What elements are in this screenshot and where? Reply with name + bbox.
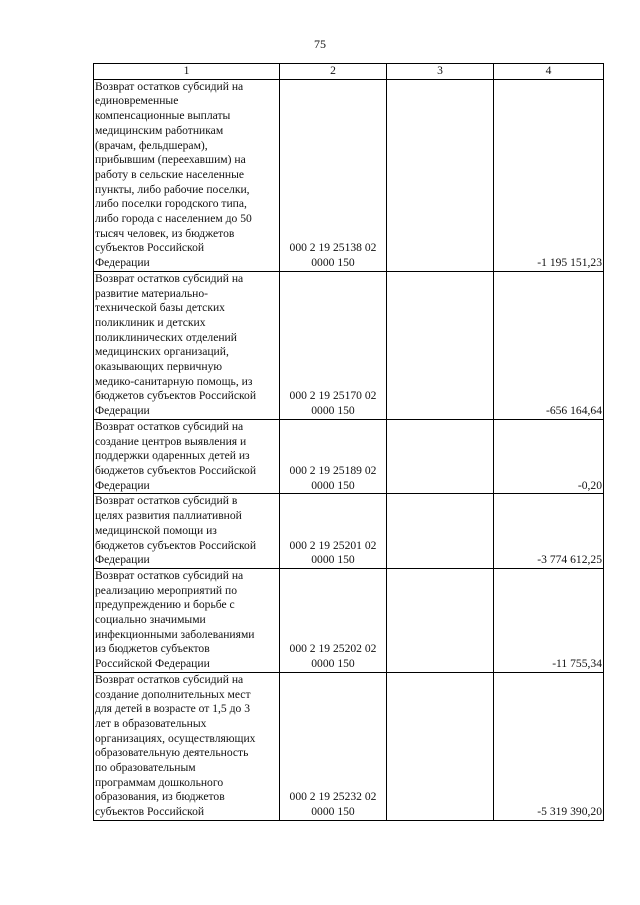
row-description: Возврат остатков субсидий на реализацию мероприятий по предупреждению и борьбе с социально значимыми инфекционными заболеваниями из бюджетов субъектов Российской Федерации <box>95 568 255 671</box>
row-code: 000 2 19 25201 02 0000 150 <box>289 538 377 567</box>
row-col3-cell <box>387 672 494 820</box>
row-description: Возврат остатков субсидий на развитие материально- технической базы детских поликлиник и детских поликлинических отделений медицинских организаций, оказывающих первичную медико-санитарную помощь, из бюджетов субъектов Российской Федерации <box>95 271 257 418</box>
row-col3-cell <box>387 419 494 494</box>
row-code: 000 2 19 25189 02 0000 150 <box>289 463 377 492</box>
row-code: 000 2 19 25138 02 0000 150 <box>289 241 377 270</box>
row-code-cell <box>280 494 387 569</box>
row-code: 000 2 19 25232 02 0000 150 <box>289 790 377 819</box>
row-description-cell <box>94 419 280 494</box>
row-code: 000 2 19 25170 02 0000 150 <box>289 389 377 418</box>
column-header-1: 1 <box>94 64 280 80</box>
row-code: 000 2 19 25202 02 0000 150 <box>289 642 377 671</box>
row-description-cell <box>94 271 280 419</box>
row-description-cell <box>94 79 280 271</box>
row-description: Возврат остатков субсидий в целях развития паллиативной медицинской помощи из бюджетов субъектов Российской Федерации <box>95 494 257 567</box>
table-row <box>94 672 604 820</box>
column-header-4: 4 <box>494 64 604 80</box>
table-row <box>94 568 604 672</box>
row-description-cell <box>94 568 280 672</box>
row-col3-cell <box>387 271 494 419</box>
row-code-cell <box>280 79 387 271</box>
row-amount: -11 755,34 <box>494 568 604 672</box>
table-row <box>94 79 604 271</box>
row-amount: -0,20 <box>494 419 604 494</box>
row-code-cell <box>280 672 387 820</box>
row-description: Возврат остатков субсидий на создание центров выявления и поддержки одаренных детей из бюджетов субъектов Российской Федерации <box>95 419 257 492</box>
row-code-cell <box>280 271 387 419</box>
table-row <box>94 271 604 419</box>
row-amount: -1 195 151,23 <box>494 79 604 271</box>
row-amount: -5 319 390,20 <box>494 672 604 820</box>
row-amount: -3 774 612,25 <box>494 494 604 569</box>
column-header-3: 3 <box>387 64 494 80</box>
row-col3-cell <box>387 494 494 569</box>
row-code-cell <box>280 568 387 672</box>
row-description-cell <box>94 494 280 569</box>
budget-table <box>93 63 604 821</box>
row-description: Возврат остатков субсидий на единовременные компенсационные выплаты медицинским работникам (врачам, фельдшерам), прибывшим (переехавшим) на работу в сельские населенные пункты, либо рабочие поселки, либо поселки городского типа, либо города с населением до 50 тысяч человек, из бюджетов субъектов Российской Федерации <box>95 79 252 270</box>
page-number: 75 <box>314 37 326 51</box>
row-description-cell <box>94 672 280 820</box>
row-col3-cell <box>387 568 494 672</box>
row-amount: -656 164,64 <box>494 271 604 419</box>
row-code-cell <box>280 419 387 494</box>
table-header-row <box>94 64 604 80</box>
column-header-2: 2 <box>280 64 387 80</box>
row-col3-cell <box>387 79 494 271</box>
table-row <box>94 419 604 494</box>
table-row <box>94 494 604 569</box>
row-description: Возврат остатков субсидий на создание дополнительных мест для детей в возрасте от 1,5 до 3 лет в образовательных организациях, осуществляющих образовательную деятельность по образовательным программам дошкольного образования, из бюджетов субъектов Российской <box>95 672 256 819</box>
